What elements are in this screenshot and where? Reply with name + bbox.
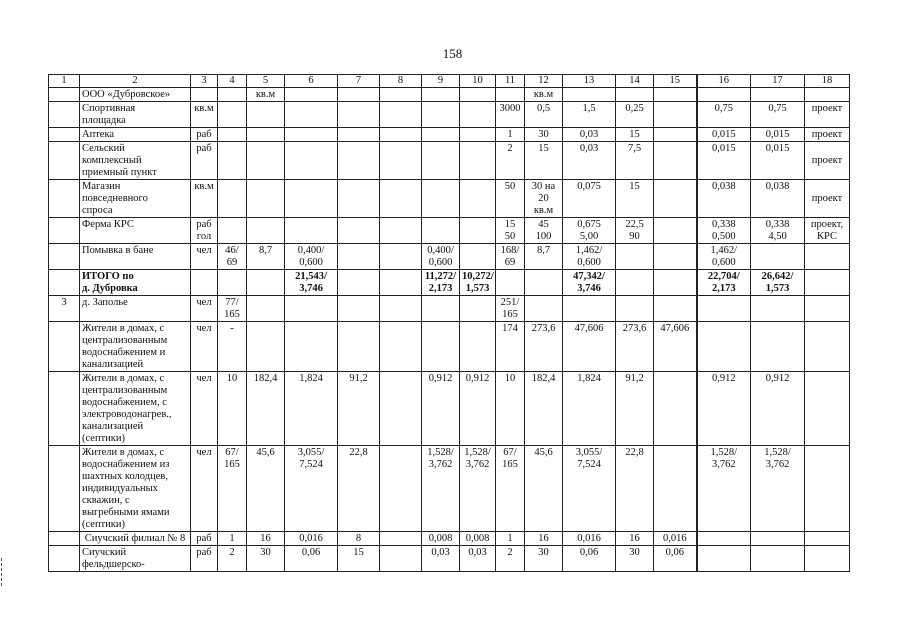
table-cell (285, 102, 338, 128)
row-label-cell: Сиучский фельдшерско- (80, 546, 191, 572)
table-cell: 47,606 (563, 322, 616, 372)
table-cell (654, 102, 697, 128)
table-cell: 2 (218, 546, 247, 572)
table-cell: 30 (247, 546, 285, 572)
table-cell (338, 180, 380, 218)
table-cell (247, 128, 285, 142)
table-cell: 26,642/ 1,573 (751, 270, 805, 296)
table-cell (422, 102, 460, 128)
table-cell (247, 218, 285, 244)
table-cell: 47,606 (654, 322, 697, 372)
table-cell (422, 142, 460, 180)
table-row (49, 142, 850, 180)
table-cell (460, 244, 496, 270)
table-row (49, 446, 850, 532)
table-cell: 1,5 (563, 102, 616, 128)
table-cell: 45,6 (247, 446, 285, 532)
table-cell (751, 244, 805, 270)
table-cell: 0,5 (525, 102, 563, 128)
row-label-cell: Жители в домах, с централизованным водоснабжением и канализацией (80, 322, 191, 372)
table-cell: 91,2 (616, 372, 654, 446)
header-cell: 17 (751, 75, 805, 88)
table-cell: 45 100 (525, 218, 563, 244)
table-cell (338, 102, 380, 128)
table-cell: 15 (616, 180, 654, 218)
table-cell (751, 322, 805, 372)
table-row (49, 546, 850, 572)
table-cell (380, 446, 422, 532)
page-number: 158 (442, 46, 463, 61)
table-row (49, 322, 850, 372)
table-cell: 0,03 (563, 142, 616, 180)
table-cell: 22,8 (338, 446, 380, 532)
header-cell: 12 (525, 75, 563, 88)
row-label-cell: Магазин повседневного спроса (80, 180, 191, 218)
table-cell: 0,038 (697, 180, 751, 218)
table-cell (460, 322, 496, 372)
header-cell: 14 (616, 75, 654, 88)
table-cell (380, 532, 422, 546)
table-cell (218, 270, 247, 296)
table-cell: раб (191, 128, 218, 142)
table-cell: 8 (338, 532, 380, 546)
table-cell (191, 88, 218, 102)
table-cell (49, 270, 80, 296)
table-cell: 15 (338, 546, 380, 572)
table-cell (654, 446, 697, 532)
table-cell (338, 218, 380, 244)
table-cell (751, 546, 805, 572)
header-cell: 7 (338, 75, 380, 88)
table-cell: 0,015 (751, 142, 805, 180)
table-cell (616, 296, 654, 322)
table-cell (380, 128, 422, 142)
table-row (49, 88, 850, 102)
table-cell (751, 296, 805, 322)
table-cell: 0,016 (563, 532, 616, 546)
table-cell: 10,272/ 1,573 (460, 270, 496, 296)
table-cell: 2 (496, 546, 525, 572)
table-cell (616, 244, 654, 270)
table-cell (654, 244, 697, 270)
table-cell: проект, КРС (805, 218, 850, 244)
table-cell (338, 128, 380, 142)
table-row (49, 102, 850, 128)
table-cell: 67/ 165 (218, 446, 247, 532)
table-cell (525, 270, 563, 296)
table-cell (654, 296, 697, 322)
table-cell: проект (805, 128, 850, 142)
table-cell (805, 270, 850, 296)
table-cell (49, 180, 80, 218)
table-cell (380, 322, 422, 372)
table-cell (805, 88, 850, 102)
table-cell (49, 142, 80, 180)
table-cell (380, 180, 422, 218)
table-cell: 45,6 (525, 446, 563, 532)
table-cell (751, 532, 805, 546)
table-row (49, 218, 850, 244)
table-cell (380, 142, 422, 180)
table-cell (247, 296, 285, 322)
data-table (48, 74, 850, 572)
table-cell: 0,75 (697, 102, 751, 128)
header-cell: 5 (247, 75, 285, 88)
table-cell: 182,4 (247, 372, 285, 446)
table-cell: 3,055/ 7,524 (285, 446, 338, 532)
table-cell: 50 (496, 180, 525, 218)
table-cell: 30 (525, 546, 563, 572)
table-cell: - (218, 322, 247, 372)
table-cell (338, 296, 380, 322)
table-cell (338, 88, 380, 102)
row-label-cell: Сиучский филиал № 8 (80, 532, 191, 546)
table-cell (380, 244, 422, 270)
table-cell (380, 218, 422, 244)
table-cell: 0,75 (751, 102, 805, 128)
table-cell: 46/ 69 (218, 244, 247, 270)
table-cell: 91,2 (338, 372, 380, 446)
table-cell (805, 546, 850, 572)
table-cell (805, 372, 850, 446)
table-cell: 0,03 (422, 546, 460, 572)
table-cell: 0,338 0,500 (697, 218, 751, 244)
table-cell: 0,912 (460, 372, 496, 446)
table-cell: 0,015 (697, 128, 751, 142)
table-cell (285, 218, 338, 244)
row-label-cell: Ферма КРС (80, 218, 191, 244)
table-cell (285, 142, 338, 180)
table-cell (285, 322, 338, 372)
table-cell (460, 142, 496, 180)
table-cell: чел (191, 446, 218, 532)
header-cell: 6 (285, 75, 338, 88)
table-cell (422, 88, 460, 102)
header-cell: 9 (422, 75, 460, 88)
table-cell (49, 88, 80, 102)
table-cell (338, 142, 380, 180)
table-cell: 1 (496, 128, 525, 142)
header-cell: 13 (563, 75, 616, 88)
table-cell (338, 322, 380, 372)
table-cell (247, 322, 285, 372)
table-cell: кв.м (525, 88, 563, 102)
table-cell: чел (191, 322, 218, 372)
table-cell: 10 (496, 372, 525, 446)
table-cell (805, 322, 850, 372)
table-cell (285, 128, 338, 142)
table-cell (218, 88, 247, 102)
table-cell: 22,5 90 (616, 218, 654, 244)
table-cell (49, 102, 80, 128)
table-cell (285, 296, 338, 322)
table-cell: раб гол (191, 218, 218, 244)
row-label-cell: Помывка в бане (80, 244, 191, 270)
table-cell (218, 102, 247, 128)
table-cell (218, 142, 247, 180)
table-cell: 1,528/ 3,762 (460, 446, 496, 532)
table-cell (460, 102, 496, 128)
header-cell: 16 (697, 75, 751, 88)
table-cell: 0,338 4,50 (751, 218, 805, 244)
table-cell (49, 446, 80, 532)
table-cell: кв.м (191, 102, 218, 128)
table-cell (218, 218, 247, 244)
table-row (49, 532, 850, 546)
table-cell (460, 88, 496, 102)
header-cell: 18 (805, 75, 850, 88)
table-cell (563, 296, 616, 322)
table-cell: 273,6 (616, 322, 654, 372)
table-cell: проект (805, 102, 850, 128)
header-cell: 2 (80, 75, 191, 88)
header-cell: 10 (460, 75, 496, 88)
row-label-cell: Жители в домах, с водоснабжением из шахтных колодцев, индивидуальных скважин, с выгребными ямами (септики) (80, 446, 191, 532)
table-cell (422, 322, 460, 372)
table-cell: 273,6 (525, 322, 563, 372)
table-cell: 0,008 (460, 532, 496, 546)
table-cell: 182,4 (525, 372, 563, 446)
header-cell: 3 (191, 75, 218, 88)
table-cell: 1,462/ 0,600 (563, 244, 616, 270)
table-cell: 16 (247, 532, 285, 546)
row-label-cell: Спортивная площадка (80, 102, 191, 128)
table-cell (460, 180, 496, 218)
row-label-cell: д. Заполье (80, 296, 191, 322)
table-cell (654, 218, 697, 244)
table-cell (218, 180, 247, 218)
table-cell (654, 180, 697, 218)
table-cell: 0,25 (616, 102, 654, 128)
table-cell (751, 88, 805, 102)
table-cell: 11,272/ 2,173 (422, 270, 460, 296)
table-cell: 77/ 165 (218, 296, 247, 322)
table-row (49, 270, 850, 296)
table-cell: 0,400/ 0,600 (422, 244, 460, 270)
header-cell: 15 (654, 75, 697, 88)
table-cell (616, 88, 654, 102)
table-cell: 8,7 (525, 244, 563, 270)
table-cell: 8,7 (247, 244, 285, 270)
table-cell (49, 532, 80, 546)
table-row (49, 296, 850, 322)
table-cell: раб (191, 142, 218, 180)
table-cell: 0,008 (422, 532, 460, 546)
table-cell (616, 270, 654, 296)
table-cell: 1,528/ 3,762 (422, 446, 460, 532)
table-row (49, 180, 850, 218)
table-cell: 1,462/ 0,600 (697, 244, 751, 270)
table-cell (338, 270, 380, 296)
table-cell (697, 88, 751, 102)
table-cell: 0,675 5,00 (563, 218, 616, 244)
table-cell (247, 180, 285, 218)
table-cell (654, 270, 697, 296)
table-cell: раб (191, 546, 218, 572)
row-label-cell: ООО «Дубровское» (80, 88, 191, 102)
table-cell: 15 50 (496, 218, 525, 244)
table-cell: чел (191, 372, 218, 446)
table-cell (805, 446, 850, 532)
row-label-cell: Сельский комплексный приемный пункт (80, 142, 191, 180)
table-row (49, 128, 850, 142)
table-cell: 1 (496, 532, 525, 546)
table-cell: 15 (616, 128, 654, 142)
table-cell: 1,528/ 3,762 (697, 446, 751, 532)
table-cell (654, 372, 697, 446)
table-cell: 251/ 165 (496, 296, 525, 322)
table-cell: 16 (616, 532, 654, 546)
table-cell (422, 218, 460, 244)
table-cell (247, 142, 285, 180)
table-cell (380, 372, 422, 446)
table-cell: 0,400/ 0,600 (285, 244, 338, 270)
header-cell: 11 (496, 75, 525, 88)
table-cell (563, 88, 616, 102)
table-cell (654, 88, 697, 102)
table-cell: 168/ 69 (496, 244, 525, 270)
table-cell: 15 (525, 142, 563, 180)
table-cell (338, 244, 380, 270)
table-cell: 2 (496, 142, 525, 180)
table-cell (654, 128, 697, 142)
table-cell (805, 532, 850, 546)
table-cell: 0,06 (654, 546, 697, 572)
table-cell (49, 546, 80, 572)
table-cell: 3000 (496, 102, 525, 128)
table-cell (525, 296, 563, 322)
table-cell: 10 (218, 372, 247, 446)
table-cell (285, 180, 338, 218)
table-cell: 0,912 (751, 372, 805, 446)
table-cell: 21,543/ 3,746 (285, 270, 338, 296)
table-cell: 0,016 (285, 532, 338, 546)
table-cell (805, 244, 850, 270)
table-cell: 174 (496, 322, 525, 372)
table-cell (697, 546, 751, 572)
table-cell (247, 102, 285, 128)
table-cell: 30 на 20 кв.м (525, 180, 563, 218)
table-cell (380, 546, 422, 572)
table-cell (380, 88, 422, 102)
table-cell: проект (805, 180, 850, 218)
table-cell: 0,06 (563, 546, 616, 572)
header-cell: 8 (380, 75, 422, 88)
table-cell: 0,912 (697, 372, 751, 446)
table-cell: 0,075 (563, 180, 616, 218)
table-cell: 0,912 (422, 372, 460, 446)
table-cell (697, 322, 751, 372)
table-cell: чел (191, 296, 218, 322)
table-cell (496, 270, 525, 296)
table-cell: 0,038 (751, 180, 805, 218)
table-cell: 47,342/ 3,746 (563, 270, 616, 296)
table-cell: кв.м (247, 88, 285, 102)
table-cell: 0,016 (654, 532, 697, 546)
table-cell (697, 532, 751, 546)
table-cell: 0,03 (563, 128, 616, 142)
table-cell: 3 (49, 296, 80, 322)
table-row (49, 244, 850, 270)
table-cell: 0,06 (285, 546, 338, 572)
table-cell (285, 88, 338, 102)
row-label-cell: Жители в домах, с централизованным водоснабжением, с электроводонагрев., канализацией (септики) (80, 372, 191, 446)
table-cell: 22,704/ 2,173 (697, 270, 751, 296)
row-label-cell: Аптека (80, 128, 191, 142)
table-cell (654, 142, 697, 180)
table-cell: 1,528/ 3,762 (751, 446, 805, 532)
table-cell (460, 128, 496, 142)
header-cell: 4 (218, 75, 247, 88)
table-cell: 67/ 165 (496, 446, 525, 532)
table-cell (49, 322, 80, 372)
table-cell: проект (805, 142, 850, 180)
table-cell: 16 (525, 532, 563, 546)
table-cell (380, 296, 422, 322)
table-cell: 22,8 (616, 446, 654, 532)
table-cell: чел (191, 244, 218, 270)
row-label-cell: ИТОГО по д. Дубровка (80, 270, 191, 296)
table-cell: 30 (525, 128, 563, 142)
table-cell: 7,5 (616, 142, 654, 180)
table-cell: раб (191, 532, 218, 546)
table-cell: 1,824 (563, 372, 616, 446)
table-cell: 1,824 (285, 372, 338, 446)
table-cell (49, 244, 80, 270)
table-cell: 0,015 (697, 142, 751, 180)
table-cell (380, 102, 422, 128)
table-cell (49, 372, 80, 446)
table-cell (460, 296, 496, 322)
table-cell: кв.м (191, 180, 218, 218)
table-cell (380, 270, 422, 296)
table-cell: 0,03 (460, 546, 496, 572)
header-row (49, 75, 850, 88)
table-cell (49, 128, 80, 142)
header-cell: 1 (49, 75, 80, 88)
table-cell (697, 296, 751, 322)
table-cell (247, 270, 285, 296)
table-cell: 30 (616, 546, 654, 572)
table-cell: 0,015 (751, 128, 805, 142)
table-cell (422, 296, 460, 322)
table-cell: 1 (218, 532, 247, 546)
table-cell: 3,055/ 7,524 (563, 446, 616, 532)
table-cell (805, 296, 850, 322)
table-row (49, 372, 850, 446)
edge-mark (1, 558, 6, 586)
table-cell (422, 128, 460, 142)
table-cell (218, 128, 247, 142)
table-cell (191, 270, 218, 296)
table-cell (422, 180, 460, 218)
table-cell (496, 88, 525, 102)
table-cell (460, 218, 496, 244)
table-cell (49, 218, 80, 244)
